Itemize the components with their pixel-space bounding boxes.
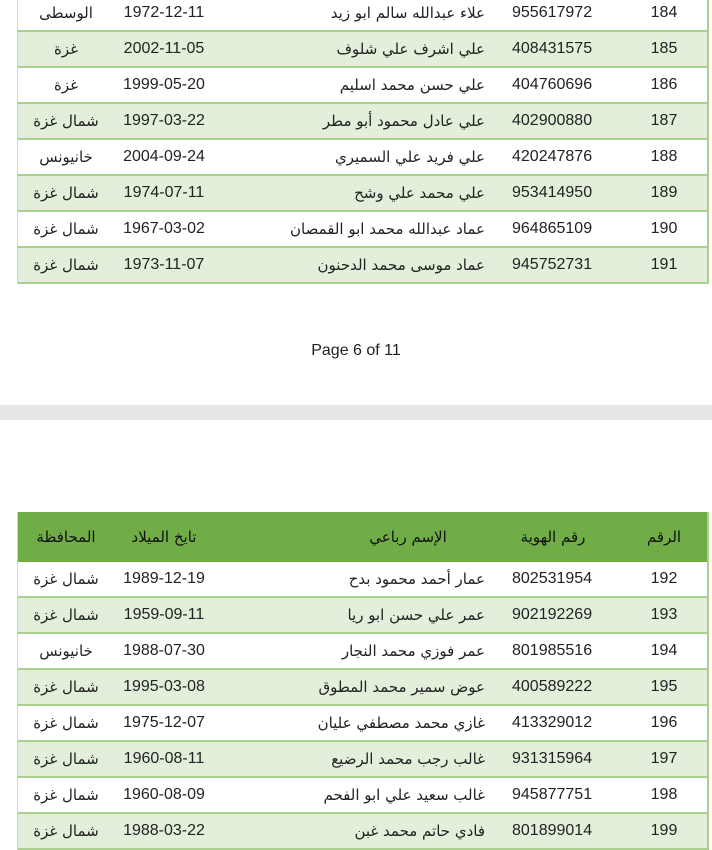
table-row bbox=[18, 0, 707, 32]
cell-num: 186 bbox=[650, 76, 678, 93]
cell-name: فادي حاتم محمد غبن bbox=[354, 822, 485, 840]
cell-num: 185 bbox=[650, 40, 678, 57]
cell-id: 945877751 bbox=[512, 786, 593, 803]
cell-name: غالب سعيد علي ابو الفحم bbox=[323, 786, 485, 804]
cell-name: علي فريد علي السميري bbox=[335, 148, 485, 166]
cell-name: عماد عبدالله محمد ابو القمصان bbox=[290, 220, 485, 238]
cell-province: خانيونس bbox=[39, 642, 93, 660]
cell-num: 192 bbox=[650, 570, 678, 587]
cell-province: غزة bbox=[54, 40, 78, 58]
table-row bbox=[18, 778, 707, 814]
cell-province: شمال غزة bbox=[33, 714, 99, 732]
table-row bbox=[18, 104, 707, 140]
cell-province: شمال غزة bbox=[33, 184, 99, 202]
cell-id: 931315964 bbox=[512, 750, 593, 767]
cell-name: علي حسن محمد اسليم bbox=[339, 76, 485, 94]
header-id: رقم الهوية bbox=[520, 528, 586, 546]
cell-id: 945752731 bbox=[512, 256, 593, 273]
cell-province: غزة bbox=[54, 76, 78, 94]
page-footer: Page 6 of 11 bbox=[311, 342, 401, 359]
cell-name: علي عادل محمود أبو مطر bbox=[322, 112, 485, 130]
cell-name: عمر فوزي محمد النجار bbox=[341, 642, 485, 660]
header-num: الرقم bbox=[646, 528, 682, 546]
cell-id: 400589222 bbox=[512, 678, 593, 695]
table-row bbox=[18, 248, 707, 284]
table-row bbox=[18, 742, 707, 778]
table-row bbox=[18, 814, 707, 850]
table-row bbox=[18, 598, 707, 634]
cell-province: شمال غزة bbox=[33, 822, 99, 840]
table-row bbox=[18, 68, 707, 104]
cell-province: شمال غزة bbox=[33, 256, 99, 274]
cell-num: 187 bbox=[650, 112, 678, 129]
cell-dob: 2004-09-24 bbox=[123, 148, 205, 165]
cell-province: شمال غزة bbox=[33, 570, 99, 588]
cell-dob: 1988-07-30 bbox=[123, 642, 205, 659]
table-row bbox=[18, 212, 707, 248]
cell-name: عوض سمير محمد المطوق bbox=[318, 678, 485, 696]
cell-id: 802531954 bbox=[512, 570, 593, 587]
cell-name: غازي محمد مصطفي عليان bbox=[317, 714, 485, 732]
cell-province: خانيونس bbox=[39, 148, 93, 166]
cell-num: 199 bbox=[650, 822, 678, 839]
records-table-page-7 bbox=[17, 512, 709, 850]
cell-name: علي اشرف علي شلوف bbox=[336, 40, 485, 58]
cell-id: 408431575 bbox=[512, 40, 593, 57]
cell-name: علي محمد علي وشح bbox=[354, 184, 485, 202]
cell-num: 197 bbox=[650, 750, 678, 767]
records-table-page-6 bbox=[17, 0, 709, 284]
cell-province: الوسطى bbox=[39, 4, 93, 22]
document-page-7 bbox=[0, 420, 712, 847]
cell-id: 955617972 bbox=[512, 4, 593, 21]
cell-id: 902192269 bbox=[512, 606, 593, 623]
cell-name: غالب رجب محمد الرضيع bbox=[331, 750, 485, 768]
cell-dob: 1995-03-08 bbox=[123, 678, 205, 695]
table-row bbox=[18, 706, 707, 742]
cell-name: عمار أحمد محمود بدح bbox=[348, 570, 485, 588]
cell-province: شمال غزة bbox=[33, 678, 99, 696]
cell-id: 964865109 bbox=[512, 220, 593, 237]
cell-province: شمال غزة bbox=[33, 786, 99, 804]
header-province: المحافظة bbox=[36, 528, 96, 546]
cell-num: 193 bbox=[650, 606, 678, 623]
cell-province: شمال غزة bbox=[33, 220, 99, 238]
cell-num: 196 bbox=[650, 714, 678, 731]
table-header-row bbox=[18, 512, 707, 562]
cell-num: 190 bbox=[650, 220, 678, 237]
cell-id: 402900880 bbox=[512, 112, 593, 129]
cell-id: 404760696 bbox=[512, 76, 593, 93]
cell-num: 189 bbox=[650, 184, 678, 201]
cell-dob: 1967-03-02 bbox=[123, 220, 205, 237]
header-name: الإسم رباعي bbox=[369, 528, 447, 546]
table-row bbox=[18, 670, 707, 706]
cell-dob: 1988-03-22 bbox=[123, 822, 205, 839]
cell-dob: 1999-05-20 bbox=[123, 76, 205, 93]
cell-dob: 1972-12-11 bbox=[123, 4, 205, 21]
page-separator bbox=[0, 405, 712, 420]
table-row bbox=[18, 562, 707, 598]
cell-dob: 1960-08-09 bbox=[123, 786, 205, 803]
cell-num: 198 bbox=[650, 786, 678, 803]
cell-num: 194 bbox=[650, 642, 678, 659]
table-row bbox=[18, 634, 707, 670]
cell-dob: 1975-12-07 bbox=[123, 714, 205, 731]
cell-num: 195 bbox=[650, 678, 678, 695]
cell-id: 801985516 bbox=[512, 642, 593, 659]
cell-dob: 1989-12-19 bbox=[123, 570, 205, 587]
cell-num: 184 bbox=[650, 4, 678, 21]
cell-dob: 1974-07-11 bbox=[123, 184, 205, 201]
cell-name: عماد موسى محمد الدحنون bbox=[317, 256, 485, 274]
cell-province: شمال غزة bbox=[33, 606, 99, 624]
cell-dob: 1960-08-11 bbox=[123, 750, 205, 767]
table-row bbox=[18, 140, 707, 176]
table-row bbox=[18, 32, 707, 68]
cell-name: عمر علي حسن ابو ريا bbox=[347, 606, 485, 624]
cell-dob: 1973-11-07 bbox=[123, 256, 205, 273]
cell-id: 953414950 bbox=[512, 184, 593, 201]
table-row bbox=[18, 176, 707, 212]
cell-dob: 1997-03-22 bbox=[123, 112, 205, 129]
cell-name: علاء عبدالله سالم ابو زيد bbox=[330, 4, 485, 22]
document-page-6 bbox=[0, 0, 712, 405]
cell-province: شمال غزة bbox=[33, 112, 99, 130]
header-dob: تايخ الميلاد bbox=[131, 528, 197, 546]
cell-dob: 2002-11-05 bbox=[123, 40, 205, 57]
cell-id: 420247876 bbox=[512, 148, 593, 165]
cell-province: شمال غزة bbox=[33, 750, 99, 768]
cell-dob: 1959-09-11 bbox=[123, 606, 205, 623]
cell-num: 191 bbox=[650, 256, 678, 273]
cell-id: 413329012 bbox=[512, 714, 593, 731]
cell-num: 188 bbox=[650, 148, 678, 165]
cell-id: 801899014 bbox=[512, 822, 593, 839]
